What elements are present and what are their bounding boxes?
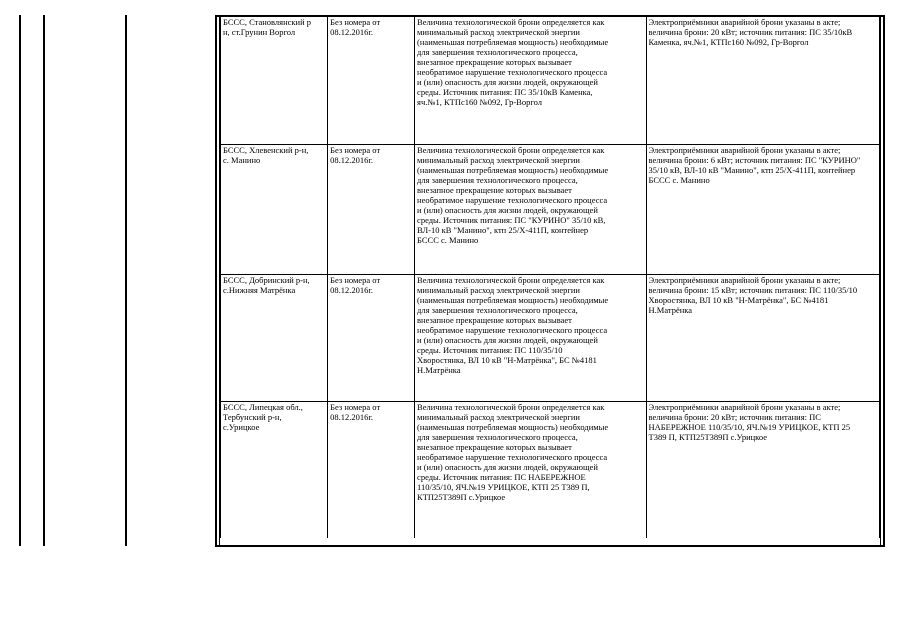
number-text: Без номера от 08.12.2016г.: [330, 145, 381, 165]
left-border-line-1: [19, 15, 21, 546]
remark-text: Электроприёмники аварийной брони указаны в акте; величина брони: 20 кВт; источник питания: ПС 35/10кВ Каменка, яч.№1, КТПс160 №092, Гр-Воргол: [648, 17, 853, 47]
cell-object: [221, 145, 328, 275]
description-text: Величина технологической брони определяется как минимальный расход электрической энергии (наименьшая потребляемая мощность) необходимые для завершения технологического процесса, внезапное прекращение которых вызывает необратимое нарушение технологического процесса и (или) опасность для жизни людей, окружающей среды. Источник питания: ПС НАБЕРЕЖНОЕ 110/35/10, ЯЧ.№19 УРИЦКОЕ, КТП 25 Т389 П, КТП25Т389П с.Урицкое: [417, 402, 609, 502]
number-text: Без номера от 08.12.2016г.: [330, 275, 381, 295]
number-text: Без номера от 08.12.2016г.: [330, 17, 381, 37]
left-border-line-2: [43, 15, 45, 546]
description-text: Величина технологической брони определяется как минимальный расход электрической энергии (наименьшая потребляемая мощность) необходимые для завершения технологического процесса, внезапное прекращение которых вызывает необратимое нарушение технологического процесса и (или) опасность для жизни людей, окружающей среды. Источник питания: ПС 110/35/10 Хворостянка, ВЛ 10 кВ "Н-Матрёнка", БС №4181 Н.Матрёнка: [417, 275, 609, 375]
remark-text: Электроприёмники аварийной брони указаны в акте; величина брони: 20 кВт; источник питания: ПС НАБЕРЕЖНОЕ 110/35/10, ЯЧ.№19 УРИЦКОЕ, КТП 25 Т389 П, КТП25Т389П с.Урицкое: [648, 402, 851, 442]
table-inner-frame: [219, 17, 881, 545]
cell-description: [415, 145, 646, 275]
cell-remark: [646, 145, 880, 275]
table-row: [221, 145, 880, 275]
object-text: БССС, Хлевенский р-н, с. Манино: [223, 145, 309, 165]
table-frame: [215, 15, 885, 547]
cell-number: [328, 145, 415, 275]
cell-number: [328, 17, 415, 145]
cell-description: [415, 275, 646, 402]
cell-description: [415, 17, 646, 145]
cell-object: [221, 17, 328, 145]
object-text: БССС, Становлянский р н, ст.Грунин Воргол: [223, 17, 312, 37]
reservation-table: [220, 17, 880, 538]
cell-description: [415, 402, 646, 539]
object-text: БССС, Липецкая обл., Тербунский р-н, с.Урицкое: [223, 402, 303, 432]
cell-remark: [646, 402, 880, 539]
cell-remark: [646, 17, 880, 145]
cell-number: [328, 402, 415, 539]
remark-text: Электроприёмники аварийной брони указаны в акте; величина брони: 6 кВт; источник питания: ПС "КУРИНО" 35/10 кВ, ВЛ-10 кВ "Манино", ктп 25/Х-411П, контейнер БССС с. Манино: [648, 145, 861, 185]
cell-object: [221, 275, 328, 402]
table-row: [221, 275, 880, 402]
object-text: БССС, Добринский р-н, с.Нижняя Матрёнка: [223, 275, 310, 295]
cell-remark: [646, 275, 880, 402]
remark-text: Электроприёмники аварийной брони указаны в акте; величина брони: 15 кВт; источник питания: ПС 110/35/10 Хворостянка, ВЛ 10 кВ "Н-Матрёнка", БС №4181 Н.Матрёнка: [648, 275, 858, 315]
cell-object: [221, 402, 328, 539]
left-border-line-3: [125, 15, 127, 546]
description-text: Величина технологической брони определяется как минимальный расход электрической энергии (наименьшая потребляемая мощность) необходимые для завершения технологического процесса, внезапное прекращение которых вызывает необратимое нарушение технологического процесса и (или) опасность для жизни людей, окружающей среды. Источник питания: ПС "КУРИНО" 35/10 кВ, ВЛ-10 кВ "Манино", ктп 25/Х-411П, контейнер БССС с. Манино: [417, 145, 609, 245]
description-text: Величина технологической брони определяется как минимальный расход электрической энергии (наименьшая потребляемая мощность) необходимые для завершения технологического процесса, внезапное прекращение которых вызывает необратимое нарушение технологического процесса и (или) опасность для жизни людей, окружающей среды. Источник питания: ПС 35/10кВ Каменка, яч.№1, КТПс160 №092, Гр-Воргол: [417, 17, 609, 107]
cell-number: [328, 275, 415, 402]
table-row: [221, 17, 880, 145]
number-text: Без номера от 08.12.2016г.: [330, 402, 381, 422]
table-row: [221, 402, 880, 539]
